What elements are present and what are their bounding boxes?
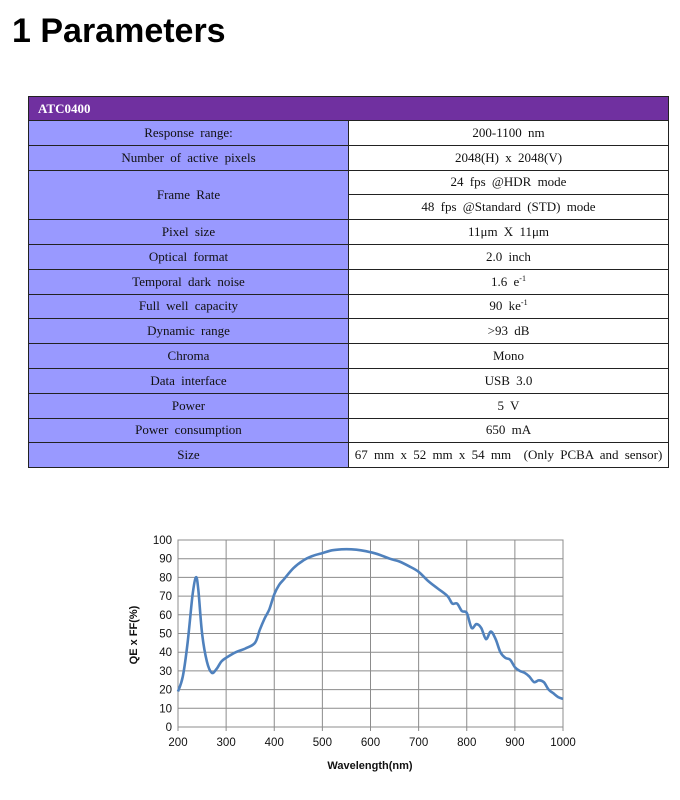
row-value: Mono — [349, 344, 669, 369]
y-tick-label: 30 — [159, 665, 172, 678]
table-row — [29, 244, 669, 269]
x-tick-label: 600 — [360, 737, 381, 749]
value-superscript: -1 — [519, 273, 526, 283]
table-row — [29, 418, 669, 443]
value-superscript: -1 — [520, 298, 528, 308]
row-label: Optical format — [29, 244, 349, 269]
row-value: 24 fps @HDR mode — [349, 170, 669, 195]
table-row — [29, 368, 669, 393]
row-label: Response range: — [29, 121, 349, 146]
row-value: 650 mA — [349, 418, 669, 443]
y-tick-label: 20 — [159, 684, 172, 697]
qe-chart — [0, 520, 680, 790]
row-value: 67 mm x 52 mm x 54 mm (Only PCBA and sensor) — [349, 443, 669, 468]
y-tick-label: 70 — [159, 591, 172, 604]
table-row — [29, 269, 669, 294]
y-tick-label: 40 — [159, 647, 172, 660]
y-tick-label: 80 — [159, 572, 172, 585]
x-axis-label: Wavelength(nm) — [327, 760, 413, 772]
x-tick-label: 1000 — [550, 737, 576, 749]
y-tick-label: 100 — [152, 535, 172, 547]
row-value — [349, 294, 669, 319]
row-value: 5 V — [349, 393, 669, 418]
row-label: Pixel size — [29, 220, 349, 245]
x-tick-label: 500 — [312, 737, 332, 749]
y-tick-label: 60 — [159, 609, 172, 622]
y-tick-label: 90 — [159, 553, 172, 566]
row-label: Data interface — [29, 368, 349, 393]
value-text: 1.6 e — [491, 273, 520, 289]
table-row — [29, 220, 669, 245]
row-value: 11μm X 11μm — [349, 220, 669, 245]
table-row — [29, 443, 669, 468]
y-tick-label: 50 — [159, 628, 172, 641]
page-title: 1 Parameters — [12, 12, 226, 50]
x-tick-label: 200 — [168, 737, 188, 749]
row-value: 48 fps @Standard (STD) mode — [349, 195, 669, 220]
row-label: Chroma — [29, 344, 349, 369]
y-tick-label: 10 — [159, 703, 172, 716]
row-label: Power — [29, 393, 349, 418]
row-label: Full well capacity — [29, 294, 349, 319]
x-tick-label: 400 — [264, 737, 284, 749]
row-label: Size — [29, 443, 349, 468]
value-text: 90 ke — [489, 298, 521, 314]
table-row — [29, 145, 669, 170]
table-row — [29, 393, 669, 418]
row-value: USB 3.0 — [349, 368, 669, 393]
table-header: ATC0400 — [29, 97, 669, 121]
row-label: Frame Rate — [29, 170, 349, 220]
row-value — [349, 269, 669, 294]
table-row — [29, 294, 669, 319]
row-label: Dynamic range — [29, 319, 349, 344]
table-row — [29, 170, 669, 195]
x-tick-label: 900 — [505, 737, 525, 749]
x-tick-label: 700 — [409, 737, 429, 749]
row-label: Power consumption — [29, 418, 349, 443]
table-row — [29, 344, 669, 369]
x-tick-label: 800 — [457, 737, 477, 749]
row-value: 2.0 inch — [349, 244, 669, 269]
row-value: 200-1100 nm — [349, 121, 669, 146]
parameters-table — [28, 96, 669, 468]
y-tick-label: 0 — [165, 722, 172, 734]
x-tick-label: 300 — [216, 737, 236, 749]
y-axis-label: QE x FF(%) — [128, 605, 140, 665]
table-row — [29, 121, 669, 146]
row-label: Number of active pixels — [29, 145, 349, 170]
row-label: Temporal dark noise — [29, 269, 349, 294]
row-value: >93 dB — [349, 319, 669, 344]
row-value: 2048(H) x 2048(V) — [349, 145, 669, 170]
table-row — [29, 319, 669, 344]
